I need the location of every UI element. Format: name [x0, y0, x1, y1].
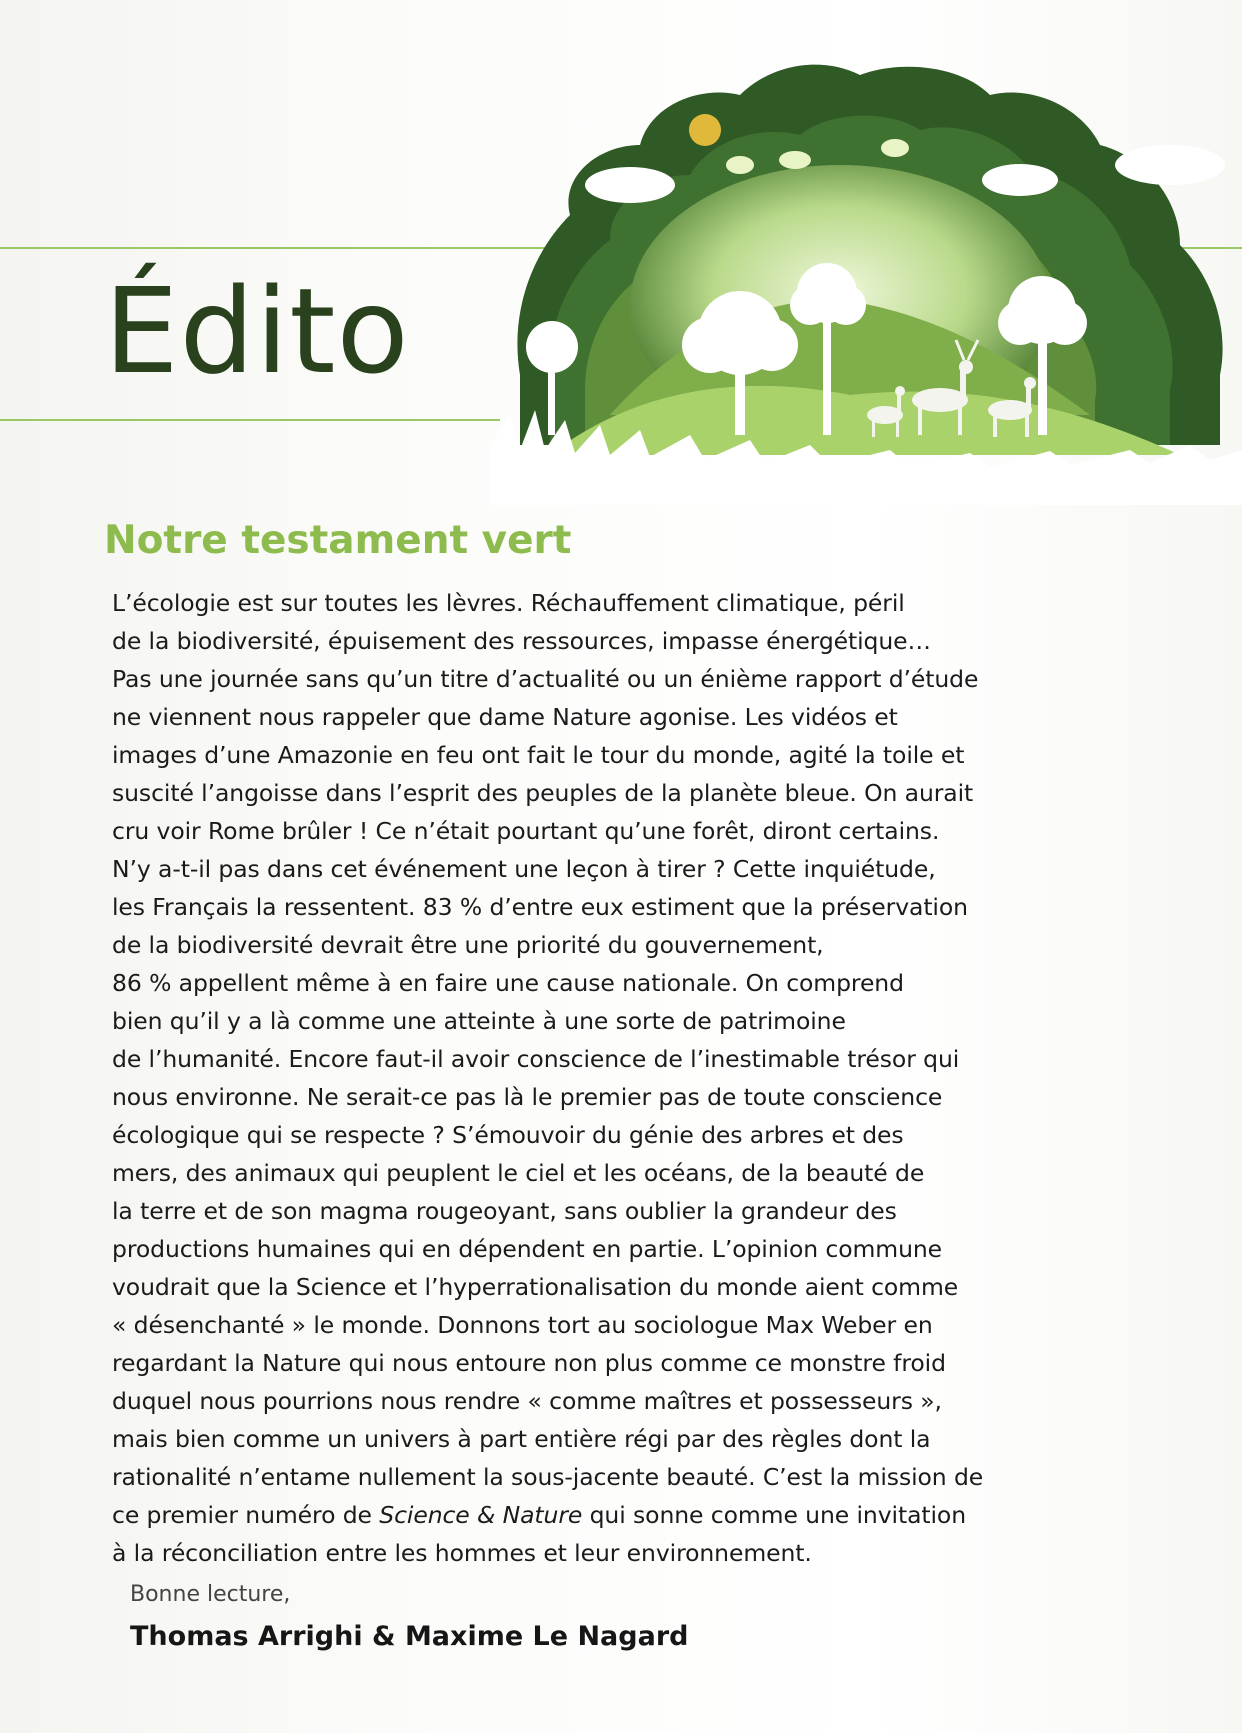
body-line: regardant la Nature qui nous entoure non plus comme ce monstre froid — [112, 1349, 946, 1377]
cloud-icon — [779, 151, 811, 169]
body-line: à la réconciliation entre les hommes et leur environnement. — [112, 1539, 812, 1567]
line-text-before: ce premier numéro de — [112, 1501, 380, 1529]
body-line: voudrait que la Science et l’hyperrationalisation du monde aient comme — [112, 1273, 959, 1301]
author-signature: Thomas Arrighi & Maxime Le Nagard — [130, 1621, 689, 1652]
body-line: rationalité n’entame nullement la sous-jacente beauté. C’est la mission de — [112, 1463, 984, 1491]
body-line: N’y a-t-il pas dans cet événement une leçon à tirer ? Cette inquiétude, — [112, 855, 936, 883]
body-line: écologique qui se respecte ? S’émouvoir du génie des arbres et des — [112, 1121, 904, 1149]
body-line: mais bien comme un univers à part entière régi par des règles dont la — [112, 1425, 931, 1453]
body-line: la terre et de son magma rougeoyant, sans oublier la grandeur des — [112, 1197, 897, 1225]
magazine-title-italic: Science & Nature — [379, 1501, 583, 1529]
article-body — [112, 584, 1032, 1572]
body-line: nous environne. Ne serait-ce pas là le premier pas de toute conscience — [112, 1083, 943, 1111]
body-line: images d’une Amazonie en feu ont fait le tour du monde, agité la toile et — [112, 741, 965, 769]
body-line: mers, des animaux qui peuplent le ciel et les océans, de la beauté de — [112, 1159, 925, 1187]
article-headline: Notre testament vert — [104, 518, 572, 563]
body-line: de l’humanité. Encore faut-il avoir conscience de l’inestimable trésor qui — [112, 1045, 960, 1073]
cloud-icon — [982, 164, 1058, 196]
body-line: productions humaines qui en dépendent en partie. L’opinion commune — [112, 1235, 943, 1263]
body-line: Pas une journée sans qu’un titre d’actualité ou un énième rapport d’étude — [112, 665, 979, 693]
sun-icon — [689, 114, 721, 146]
cloud-icon — [881, 139, 909, 157]
cloud-icon — [1115, 145, 1225, 185]
body-line-with-title — [112, 1496, 1032, 1534]
body-line: bien qu’il y a là comme une atteinte à une sorte de patrimoine — [112, 1007, 846, 1035]
section-title: Édito — [104, 262, 410, 400]
cloud-icon — [726, 156, 754, 174]
body-line: ne viennent nous rappeler que dame Nature agonise. Les vidéos et — [112, 703, 898, 731]
line-text-after: qui sonne comme une invitation — [582, 1501, 966, 1529]
body-line: « désenchanté » le monde. Donnons tort au sociologue Max Weber en — [112, 1311, 933, 1339]
body-line: cru voir Rome brûler ! Ce n’était pourtant qu’une forêt, diront certains. — [112, 817, 940, 845]
body-line: duquel nous pourrions nous rendre « comme maîtres et possesseurs », — [112, 1387, 942, 1415]
body-line: L’écologie est sur toutes les lèvres. Réchauffement climatique, péril — [112, 589, 905, 617]
body-line: 86 % appellent même à en faire une cause nationale. On comprend — [112, 969, 904, 997]
body-line: de la biodiversité, épuisement des ressources, impasse énergétique… — [112, 627, 931, 655]
body-line: de la biodiversité devrait être une priorité du gouvernement, — [112, 931, 824, 959]
body-line: les Français la ressentent. 83 % d’entre eux estiment que la préservation — [112, 893, 968, 921]
cloud-icon — [585, 167, 675, 203]
papercut-forest-illustration — [490, 55, 1242, 505]
body-line: suscité l’angoisse dans l’esprit des peuples de la planète bleue. On aurait — [112, 779, 974, 807]
closing-greeting: Bonne lecture, — [130, 1582, 291, 1607]
bottom-divider-line — [0, 419, 500, 421]
